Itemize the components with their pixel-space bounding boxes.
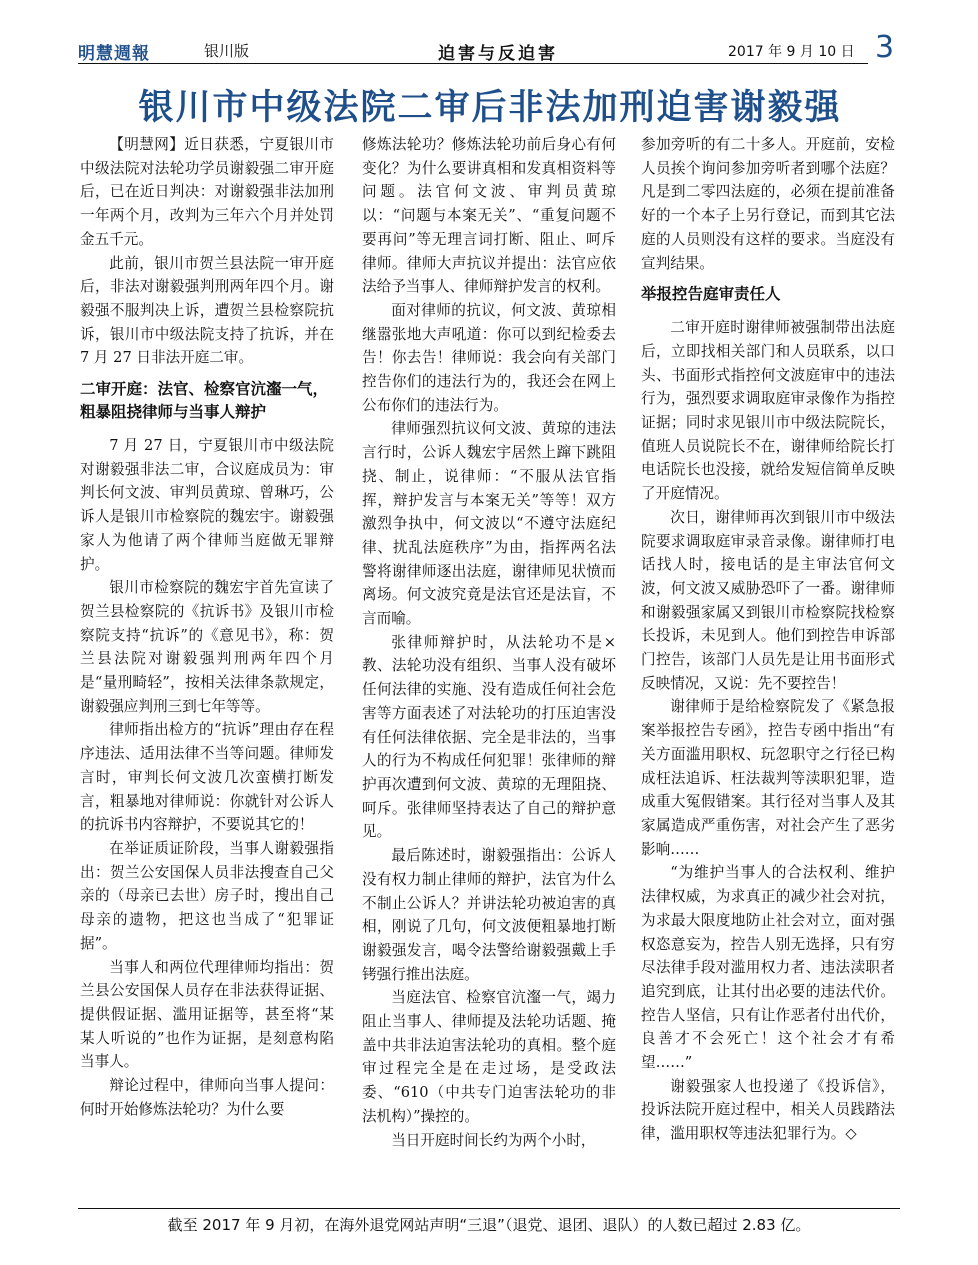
paragraph: 【明慧网】近日获悉，宁夏银川市中级法院对法轮功学员谢毅强二审开庭后，已在近日判决：对谢毅强非法加刑一年两个月，改判为三年六个月并处罚金五千元。 (80, 136, 334, 248)
paragraph: 当日开庭时间长约为两个小时， (391, 1131, 596, 1149)
footer-divider (78, 1208, 900, 1209)
section-title: 迫害与反迫害 (438, 44, 558, 64)
paragraph: 律师指出检方的“抗诉”理由存在程序违法、适用法律不当等问题。律师发言时，审判长何文波几次蛮横打断发言，粗暴地对律师说：你就针对公诉人的抗诉书内容辩护，不要说其它的！ (80, 721, 334, 834)
newspaper-brand: 明慧週報 (78, 44, 150, 64)
paragraph: 谢律师于是给检察院发了《紧急报案举报控告专函》，控告专函中指出“有关方面滥用职权、玩忽职守之行径已构成枉法追诉、枉法裁判等渎职犯罪，造成重大冤假错案。其行径对当事人及其家属造成严重伤害，对社会产生了恶劣影响…… (641, 698, 895, 858)
paragraph: 在举证质证阶段，当事人谢毅强指出：贺兰公安国保人员非法搜查自己父亲的（母亲已去世）房子时，搜出自己母亲的遗物，把这也当成了“犯罪证据”。 (80, 839, 334, 952)
article-column-2 (362, 133, 616, 1152)
paragraph: “为维护当事人的合法权利、维护法律权威，为求真正的减少社会对抗，为求最大限度地防止社会对立，面对强权恣意妄为，控告人别无选择，只有穷尽法律手段对滥用权力者、违法渎职者追究到底，让其付出必要的违法代价。控告人坚信，只有让作恶者付出代价，良善才不会死亡！这个社会才有希望……” (641, 864, 895, 1072)
article-title: 银川市中级法院二审后非法加刑迫害谢毅强 (138, 88, 842, 128)
paragraph: 二审开庭时谢律师被强制带出法庭后，立即找相关部门和人员联系，以口头、书面形式指控何文波庭审中的违法行为，强烈要求调取庭审录像作为指控证据；同时求见银川市中级法院院长，值班人员说院长不在，谢律师给院长打电话院长也没接，就给发短信简单反映了开庭情况。 (641, 319, 895, 503)
issue-date: 2017 年 9 月 10 日 (728, 44, 855, 60)
paragraph: 银川市检察院的魏宏宇首先宣读了贺兰县检察院的《抗诉书》及银川市检察院支持“抗诉”的《意见书》，称：贺兰县法院对谢毅强判刑两年四个月是“量刑畸轻”，按相关法律条款规定，谢毅强应判刑三到七年等等。 (80, 579, 334, 715)
paragraph: 当庭法官、检察官沆瀣一气，竭力阻止当事人、律师提及法轮功话题、掩盖中共非法迫害法轮功的真相。整个庭审过程完全是在走过场，是受政法委、“610（中共专门迫害法轮功的非法机构）”操控的。 (362, 989, 616, 1125)
paragraph: 张律师辩护时，从法轮功不是×教、法轮功没有组织、当事人没有破坏任何法律的实施、没有造成任何社会危害等方面表述了对法轮功的打压迫害没有任何法律依据、完全是非法的，当事人的行为不构成任何犯罪！张律师的辩护再次遭到何文波、黄琼的无理阻挠、呵斥。张律师坚持表达了自己的辩护意见。 (362, 633, 616, 841)
article-column-3 (641, 133, 895, 1146)
page-number: 3 (875, 30, 895, 65)
article-column-1 (80, 133, 334, 1121)
paragraph: 谢毅强家人也投递了《投诉信》，投诉法院开庭过程中，相关人员践踏法律，滥用职权等违法犯罪行为。◇ (641, 1077, 895, 1143)
subheading: 举报控告庭审责任人 (641, 285, 781, 304)
paragraph: 最后陈述时，谢毅强指出：公诉人没有权力制止律师的辩护，法官为什么不制止公诉人？并讲法轮功被迫害的真相，刚说了几句，何文波便粗暴地打断谢毅强发言，喝令法警给谢毅强戴上手铐强行推出法庭。 (362, 847, 616, 983)
paragraph: 此前，银川市贺兰县法院一审开庭后，非法对谢毅强判刑两年四个月。谢毅强不服判决上诉，遭贺兰县检察院抗诉，银川市中级法院支持了抗诉，并在 7 月 27 日非法开庭二审。 (80, 254, 334, 367)
paragraph: 修炼法轮功？修炼法轮功前后身心有何变化？为什么要讲真相和发真相资料等问题。法官何文波、审判员黄琼以：“问题与本案无关”、“重复问题不要再问”等无理言词打断、阻止、呵斥律师。律师大声抗议并提出：法官应依法给予当事人、律师辩护发言的权利。 (362, 136, 616, 296)
footer-notice: 截至 2017 年 9 月初，在海外退党网站声明“三退”（退党、退团、退队）的人数已超过 2.83 亿。 (167, 1216, 811, 1234)
paragraph: 参加旁听的有二十多人。开庭前，安检人员挨个询问参加旁听者到哪个法庭？凡是到二零四法庭的，必须在提前准备好的一个本子上另行登记，而到其它法庭的人员则没有这样的要求。当庭没有宣判结果。 (641, 136, 895, 272)
paragraph: 7 月 27 日，宁夏银川市中级法院对谢毅强非法二审，合议庭成员为：审判长何文波、审判员黄琼、曾琳巧，公诉人是银川市检察院的魏宏宇。谢毅强家人为他请了两个律师当庭做无罪辩护。 (80, 437, 334, 573)
paragraph: 律师强烈抗议何文波、黄琼的违法言行时，公诉人魏宏宇居然上蹿下跳阻挠、制止，说律师：“不服从法官指挥，辩护发言与本案无关”等等！双方激烈争执中，何文波以“不遵守法庭纪律、扰乱法庭秩序”为由，指挥两名法警将谢律师逐出法庭，谢律师见状愤而离场。何文波究竟是法官还是法盲，不言而喻。 (362, 420, 616, 628)
paragraph: 辩论过程中，律师向当事人提问：何时开始修炼法轮功？为什么要 (80, 1077, 334, 1118)
paragraph: 次日，谢律师再次到银川市中级法院要求调取庭审录音录像。谢律师打电话找人时，接电话的是主审法官何文波，何文波又威胁恐吓了一番。谢律师和谢毅强家属又到银川市检察院找检察长投诉，未见到人。他们到控告申诉部门控告，该部门人员先是让用书面形式反映情况，又说：先不要控告！ (641, 508, 895, 692)
paragraph: 面对律师的抗议，何文波、黄琼相继嚣张地大声吼道：你可以到纪检委去告！你去告！律师说：我会向有关部门控告你们的违法行为的，我还会在网上公布你们的违法行为。 (362, 301, 616, 414)
page-header (78, 30, 900, 72)
edition-label: 银川版 (204, 42, 250, 60)
subheading: 二审开庭：法官、检察官沆瀣一气，粗暴阻挠律师与当事人辩护 (80, 380, 329, 422)
paragraph: 当事人和两位代理律师均指出：贺兰县公安国保人员存在非法获得证据、提供假证据、滥用证据等，甚至将“某某人听说的”也作为证据，是刻意构陷当事人。 (80, 958, 334, 1071)
header-divider (78, 63, 868, 64)
